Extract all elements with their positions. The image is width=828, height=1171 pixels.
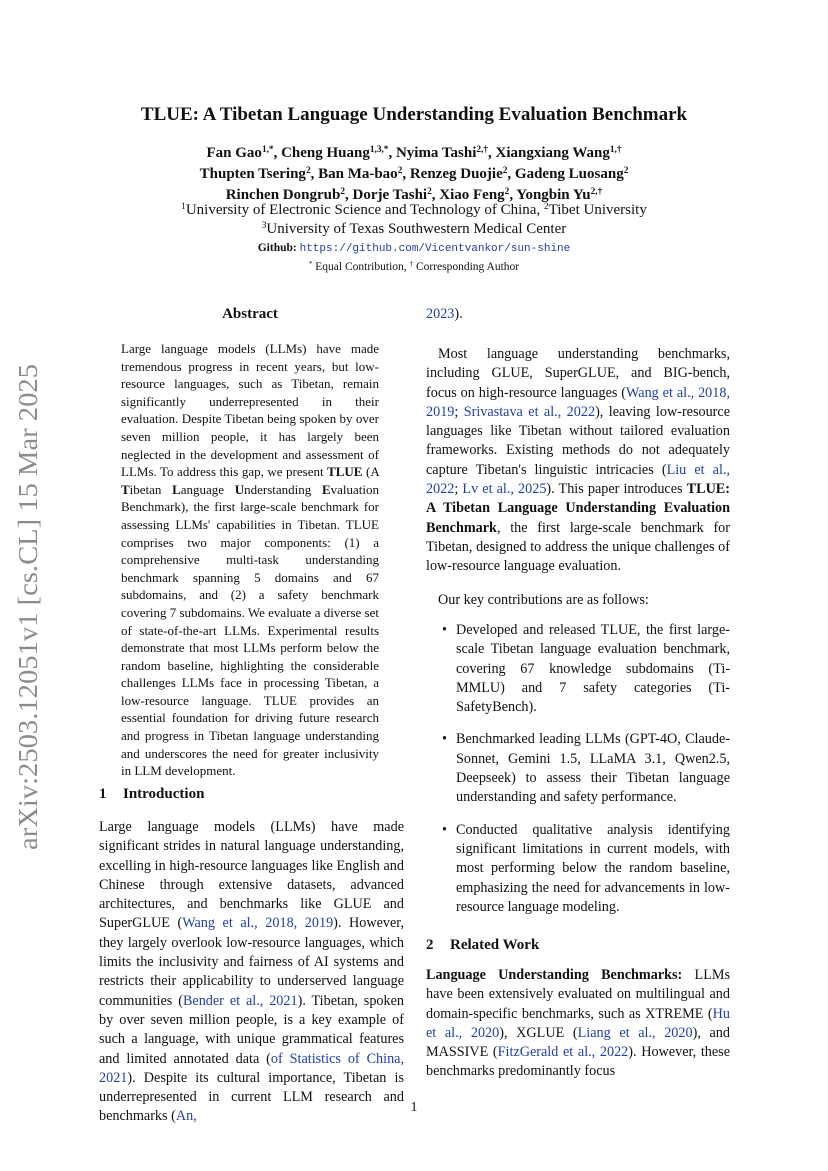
- citation-link[interactable]: Wang et al., 2018, 2019: [426, 384, 731, 420]
- author-name: Cheng Huang: [281, 145, 370, 161]
- author-name: Rinchen Dongrub: [225, 187, 341, 203]
- citation-link[interactable]: An,: [175, 1108, 197, 1125]
- author-name: Ban Ma-bao: [318, 166, 398, 182]
- author-name: Thupten Tsering: [199, 166, 306, 182]
- github-link[interactable]: https://github.com/Vicentvankor/sun-shine: [299, 243, 571, 255]
- paragraph-lead: Language Understanding Benchmarks:: [426, 967, 683, 983]
- page-number: 1: [410, 1100, 418, 1115]
- paragraph: [426, 345, 730, 577]
- author-line: Fan Gao$^{1,*}$, Cheng Huang$^{1,3,*}$, Nyima Tashi$^{2,\dagger}$, Xiangxiang Wang$^{1,\dagger}$: [206, 144, 622, 161]
- section-title: Introduction: [123, 786, 205, 802]
- abstract-letter: U: [234, 481, 245, 497]
- affiliation-marker: 1: [181, 201, 186, 212]
- github-line: [0, 242, 828, 255]
- author-name: Fan Gao: [206, 145, 262, 161]
- abstract-tlue: TLUE: [327, 464, 363, 480]
- affiliation-tibet: Tibet University: [548, 202, 647, 218]
- citation-link[interactable]: FitzGerald et al., 2022: [497, 1044, 629, 1061]
- abstract-letter: T: [121, 481, 130, 497]
- author-line: Rinchen Dongrub$^2$, Dorje Tashi$^2$, Xiao Feng$^2$, Yongbin $Yu^{2,\dagger}$: [225, 186, 603, 203]
- affiliation-line-2: [0, 220, 828, 239]
- section-title: Related Work: [450, 937, 540, 953]
- equal-mark: *: [308, 260, 313, 269]
- author-affiliation-marker: 1,3,*: [369, 144, 389, 155]
- author-name: Gadeng Luosang: [514, 166, 624, 182]
- abstract-text: nderstanding: [244, 481, 322, 497]
- citation-link[interactable]: Liu et al., 2022: [426, 461, 730, 498]
- body-text: ). This paper introduces: [546, 481, 687, 498]
- abstract-text: Large language models (LLMs) have made tremendous progress in recent years, but low-resource languages, such as Tibetan, remain significantly underrepresented in their evaluation. Despite Tibetan being spoken by over seven million people, it has largely been neglected in the development and assessment of LLMs. To address this gap, we present: [121, 341, 379, 480]
- citation-link[interactable]: Liang et al., 2020: [577, 1024, 693, 1041]
- paper-title: TLUE: A Tibetan Language Understanding Evaluation Benchmark: [140, 104, 688, 125]
- paragraph: [426, 966, 730, 1082]
- contribution-item: • Developed and released TLUE, the first large-scale Tibetan language evaluation benchmark, covering 67 knowledge subdomains (Ti-MMLU) and 7 safety categories (Ti-SafetyBench).: [426, 621, 730, 717]
- author-affiliation-marker: 2: [502, 165, 508, 176]
- citation-link[interactable]: Lv et al., 2025: [462, 481, 547, 498]
- affiliation-line-1: [0, 201, 828, 220]
- author-name: Dorje Tashi: [352, 187, 428, 203]
- abstract-letter: L: [172, 481, 181, 497]
- introduction-paragraph-1: [99, 818, 404, 1127]
- paragraph: [426, 305, 730, 324]
- citation-link[interactable]: Bender et al., 2021: [182, 992, 298, 1009]
- author-line: Thupten Tsering$^2$, Ban Ma-bao$^2$, Renzeg Duojie$^2$, Gadeng Luosang$^2$: [199, 165, 629, 182]
- paragraph: [99, 818, 404, 1127]
- contributions-list: [426, 621, 730, 930]
- github-label: Github:: [257, 242, 297, 254]
- body-text: ), and MASSIVE (: [426, 1024, 730, 1061]
- abstract-text: anguage: [180, 481, 235, 497]
- abstract-text: ibetan: [129, 481, 173, 497]
- contribution-item: • Benchmarked leading LLMs (GPT-4O, Claude-Sonnet, Gemini 1.5, LLaMA 3.1, Qwen2.5, Deepseek) to assess their Tibetan language understanding and safety performance.: [426, 730, 730, 807]
- citation-link[interactable]: Hu et al., 2020: [426, 1005, 730, 1041]
- section-heading-related-work: [426, 937, 730, 954]
- affiliation-marker: 2: [543, 201, 549, 212]
- paragraph: Our key contributions are as follows:: [438, 592, 649, 608]
- author-name: Xiao Feng: [439, 187, 505, 203]
- body-text: Most language understanding benchmarks, including GLUE, SuperGLUE, and BIG-bench, focus on high-resource languages (: [426, 346, 730, 401]
- corresponding-author-text: Corresponding Author: [413, 261, 520, 273]
- affiliation-marker: 3: [261, 220, 267, 231]
- body-text: ), XGLUE (: [499, 1024, 578, 1041]
- citation-link[interactable]: 2023: [426, 306, 455, 322]
- body-text: ). Despite its cultural importance, Tibetan is underrepresented in current LLM research and benchmarks (: [99, 1069, 404, 1125]
- corresponding-mark: †: [409, 260, 414, 269]
- abstract-text: (A: [362, 464, 379, 480]
- arxiv-watermark-text: arXiv:2503.12051v1 [cs.CL] 15 Mar 2025: [12, 382, 43, 850]
- body-text: ). However, they largely overlook low-resource languages, which limits the inclusivity and fairness of AI systems and restricts their applicability to underserved language communities (: [99, 915, 405, 1009]
- benchmark-name: TLUE: A Tibetan Language Understanding Evaluation Benchmark: [426, 481, 730, 536]
- author-affiliation-marker: 2: [623, 165, 629, 176]
- author-affiliation-marker: 2,†: [476, 144, 489, 155]
- section-heading-introduction: [99, 786, 404, 803]
- author-affiliation-marker: 2: [504, 186, 510, 197]
- contribution-note: [0, 261, 828, 273]
- abstract-heading: Abstract: [222, 306, 278, 322]
- author-affiliation-marker: 1,*: [261, 144, 274, 155]
- author-affiliation-marker: 1,†: [609, 144, 622, 155]
- citation-link[interactable]: of Statistics of China, 2021: [99, 1050, 405, 1086]
- author-affiliation-marker: 2: [397, 165, 403, 176]
- arxiv-watermark: [7, 362, 47, 852]
- body-text: ;: [454, 403, 464, 420]
- body-text: Large language models (LLMs) have made significant strides in natural language understanding, excelling in high-resource languages like English and Chinese through extensive datasets, advanced architectures, and benchmarks like GLUE and SuperGLUE (: [99, 819, 404, 932]
- abstract-text: valuation Benchmark), the first large-scale benchmark for assessing LLMs' capabilities in Tibetan. TLUE comprises two major components: (1) a comprehensive multi-task understanding benchmark spanning 5 domains and 67 subdomains, and (2) a safety benchmark covering 7 subdomains. We evaluate a diverse set of state-of-the-art LLMs. Experimental results demonstrate that most LLMs perform below the random baseline, highlighting the considerable challenges LLMs face in processing Tibetan, a low-resource language. TLUE provides an essential foundation for driving future research and progress in Tibetan language understanding and underscores the need for greater inclusivity in LLM development.: [121, 481, 379, 779]
- contributions-intro: [426, 591, 730, 610]
- author-name: Nyima Tashi: [395, 145, 477, 161]
- body-text: LLMs have been extensively evaluated on multilingual and domain-specific benchmarks, such as XTREME (: [426, 967, 730, 1022]
- body-text: ). Tibetan, spoken by over seven million people, is a key example of such a language, with unique grammatical features and limited annotated data (: [99, 992, 404, 1067]
- author-affiliation-marker: 2,†: [590, 186, 603, 197]
- body-text: ). However, these benchmarks predominantly focus: [426, 1044, 730, 1080]
- abstract-letter: E: [321, 481, 331, 497]
- related-work-paragraph: [426, 966, 730, 1082]
- citation-link[interactable]: Wang et al., 2018, 2019: [182, 915, 334, 932]
- contribution-item: • Conducted qualitative analysis identifying significant limitations in current models, with most performing below the random baseline, emphasizing the need for advancements in low-resource language modeling.: [426, 821, 730, 917]
- abstract-body: [121, 340, 379, 780]
- section-number: 1: [99, 786, 107, 802]
- author-name: Xiangxiang Wang: [495, 145, 610, 161]
- equal-contribution-text: Equal Contribution,: [312, 261, 410, 273]
- citation-link[interactable]: Srivastava et al., 2022: [463, 403, 596, 420]
- body-text: ), leaving low-resource languages like Tibetan without tailored evaluation frameworks. Existing methods do not adequately capture Tibetan's linguistic intricacies (: [426, 403, 730, 478]
- introduction-continuation: [426, 305, 730, 324]
- affiliation-utsw: University of Texas Southwestern Medical Center: [266, 221, 567, 237]
- author-affiliation-marker: 2: [427, 186, 432, 197]
- abstract-paragraph: [121, 340, 379, 780]
- section-number: 2: [426, 937, 434, 953]
- author-affiliation-marker: 2: [305, 165, 311, 176]
- body-text: ;: [454, 481, 463, 498]
- introduction-paragraph-2: [426, 345, 730, 577]
- author-name: Yongbin Yu: [516, 187, 591, 203]
- author-affiliation-marker: 2: [340, 186, 345, 197]
- body-text: ).: [454, 306, 463, 322]
- body-text: , the first large-scale benchmark for Tibetan, designed to address the unique challenges of low-resource language evaluation.: [426, 519, 730, 575]
- affiliation-uestc: University of Electronic Science and Technology of China,: [185, 202, 544, 218]
- author-name: Renzeg Duojie: [409, 166, 503, 182]
